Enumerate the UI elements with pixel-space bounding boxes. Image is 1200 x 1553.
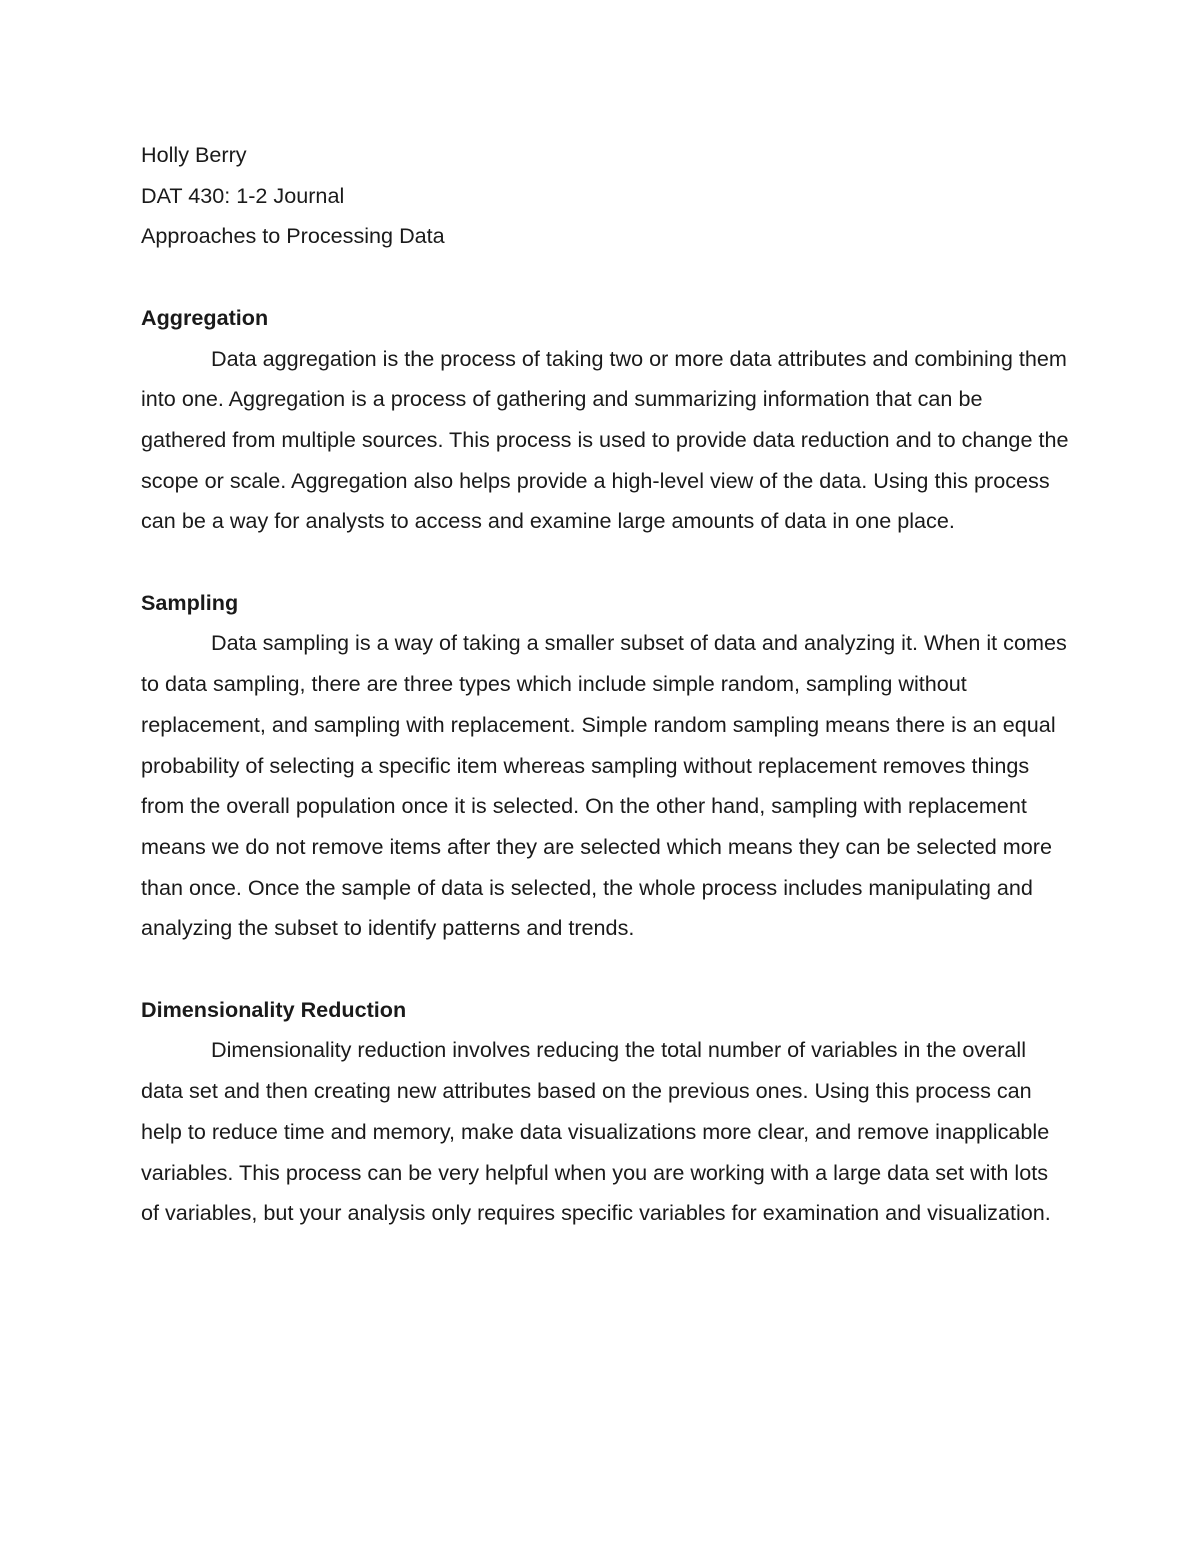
- section-dimensionality-reduction: [141, 990, 1071, 1234]
- section-aggregation: [141, 298, 1071, 542]
- document-title: Approaches to Processing Data: [141, 223, 445, 249]
- section-paragraph: Data aggregation is the process of taking two or more data attributes and combining them into one. Aggregation is a process of gathering and summarizing information that can be gathered from multiple sources. This process is used to provide data reduction and to change the scope or scale. Aggregation also helps provide a high-level view of the data. Using this process can be a way for analysts to access and examine large amounts of data in one place.: [141, 345, 1069, 534]
- section-sampling: [141, 583, 1071, 949]
- section-paragraph: Data sampling is a way of taking a smaller subset of data and analyzing it. When it comes to data sampling, there are three types which include simple random, sampling without replacement, and sampling with replacement. Simple random sampling means there is an equal probability of selecting a specific item whereas sampling without replacement removes things from the overall population once it is selected. On the other hand, sampling with replacement means we do not remove items after they are selected which means they can be selected more than once. Once the sample of data is selected, the whole process includes manipulating and analyzing the subset to identify patterns and trends.: [141, 630, 1067, 941]
- section-heading: Sampling: [141, 589, 239, 615]
- section-heading: Dimensionality Reduction: [141, 996, 407, 1022]
- section-heading: Aggregation: [141, 304, 269, 330]
- author-name: Holly Berry: [141, 142, 247, 167]
- course-line: DAT 430: 1-2 Journal: [141, 182, 345, 208]
- section-paragraph: Dimensionality reduction involves reducing the total number of variables in the overall data set and then creating new attributes based on the previous ones. Using this process can help to reduce time and memory, make data visualizations more clear, and remove inapplicable variables. This process can be very helpful when you are working with a large data set with lots of variables, but your analysis only requires specific variables for examination and visualization.: [141, 1037, 1051, 1226]
- document-page: [141, 135, 1071, 1234]
